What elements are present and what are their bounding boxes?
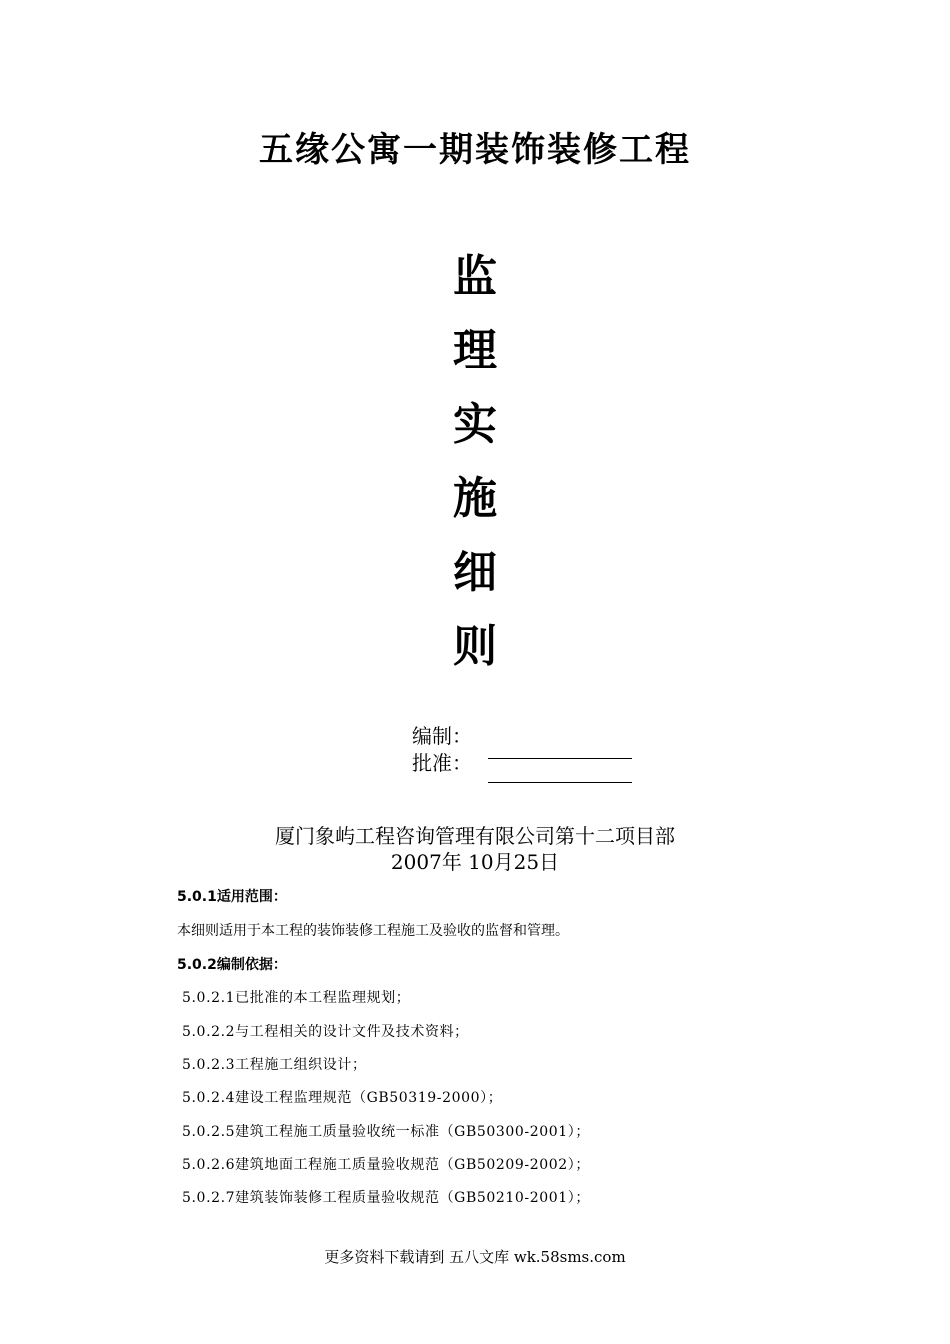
vertical-title-char: 则 (453, 621, 497, 672)
compiled-by-label: 编制： (412, 724, 472, 748)
section-heading-scope: 5.0.1适用范围： (177, 889, 287, 905)
vertical-title-char: 理 (453, 325, 497, 376)
signature-line (488, 782, 632, 783)
project-title: 五缘公寓一期装饰装修工程 (259, 130, 691, 170)
scope-paragraph: 本细则适用于本工程的装饰装修工程施工及验收的监督和管理。 (177, 923, 569, 939)
vertical-title-char: 监 (453, 251, 497, 302)
basis-list-item: 5.0.2.3工程施工组织设计； (182, 1057, 367, 1073)
basis-list-item: 5.0.2.4建设工程监理规范（GB50319-2000）； (182, 1090, 503, 1106)
basis-list-item: 5.0.2.7建筑装饰装修工程质量验收规范（GB50210-2001）； (182, 1190, 590, 1206)
signature-line (488, 758, 632, 759)
document-date: 2007年 10月25日 (390, 850, 560, 874)
vertical-title-char: 细 (453, 547, 497, 598)
section-heading-basis: 5.0.2编制依据： (177, 957, 287, 973)
vertical-title-char: 施 (453, 473, 497, 524)
organization-name: 厦门象屿工程咨询管理有限公司第十二项目部 (275, 824, 675, 848)
basis-list-item: 5.0.2.6建筑地面工程施工质量验收规范（GB50209-2002）； (182, 1157, 590, 1173)
approved-by-label: 批准： (412, 751, 472, 775)
basis-list-item: 5.0.2.2与工程相关的设计文件及技术资料； (182, 1024, 469, 1040)
vertical-title-char: 实 (453, 399, 497, 450)
footer-download-note: 更多资料下载请到 五八文库 wk.58sms.com (324, 1248, 626, 1266)
basis-list-item: 5.0.2.5建筑工程施工质量验收统一标准（GB50300-2001）； (182, 1124, 590, 1140)
basis-list-item: 5.0.2.1已批准的本工程监理规划； (182, 990, 411, 1006)
